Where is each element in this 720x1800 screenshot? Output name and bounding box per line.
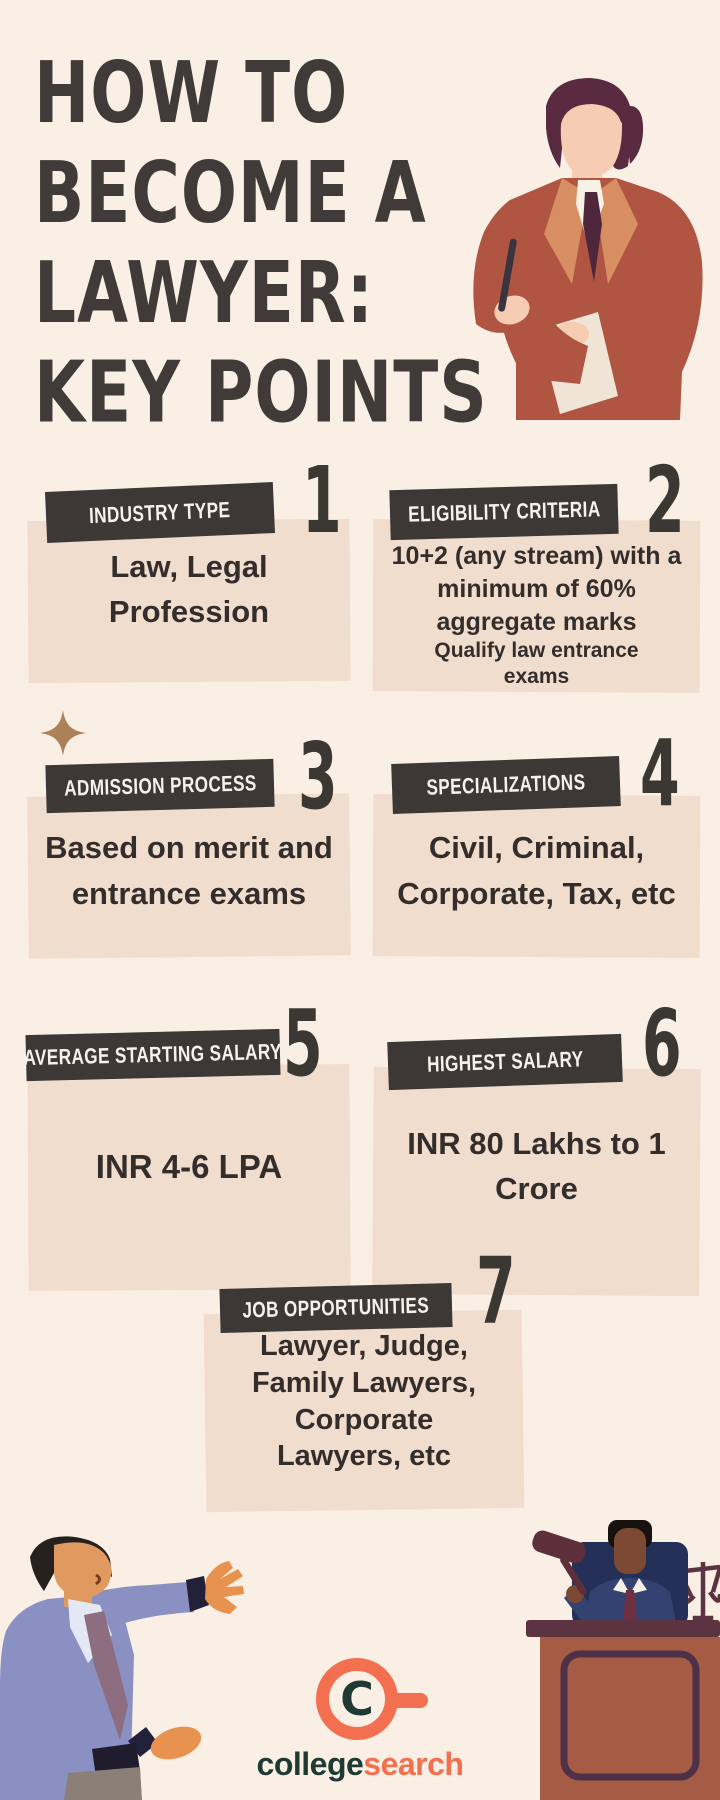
card-body: INR 4-6 LPA: [95, 1148, 283, 1185]
card-body-secondary: Qualify law entrance exams: [434, 639, 639, 689]
card-body: Law, Legal Profession: [108, 549, 270, 629]
card-number: 7: [476, 1238, 516, 1345]
card-body: Based on merit and entrance exams: [45, 830, 333, 911]
card-header-label: INDUSTRY TYPE: [88, 496, 232, 528]
card-number: 5: [283, 990, 323, 1097]
presenter-man: [473, 78, 702, 420]
title-line-3: LAWYER:: [34, 243, 375, 343]
card-number: 6: [642, 990, 682, 1097]
card-header: [45, 759, 274, 813]
card-header: [219, 1283, 452, 1333]
card-header: [45, 482, 275, 543]
card-header: [23, 1029, 283, 1081]
card-body: Lawyer, Judge, Family Lawyers, Corporate Lawyers, etc: [251, 1330, 477, 1473]
bench-top: [526, 1620, 720, 1637]
card-number: 4: [640, 720, 680, 827]
card-number: 2: [645, 447, 685, 554]
logo-letter: C: [340, 1672, 374, 1726]
card-header: [389, 484, 618, 540]
card-body: INR 80 Lakhs to 1 Crore: [407, 1126, 666, 1206]
card-header: [387, 1034, 623, 1090]
open-hand: [205, 1561, 244, 1614]
card-header-label: SPECIALIZATIONS: [426, 769, 586, 800]
magnifier-handle: [395, 1693, 428, 1708]
card-body: 10+2 (any stream) with a minimum of 60% aggregate marks: [391, 542, 682, 636]
magnifier-icon: [316, 1658, 398, 1740]
card-header-label: ELIGIBILITY CRITERIA: [407, 496, 601, 527]
logo-wordmark: [0, 1746, 720, 1783]
face: [561, 104, 622, 177]
card-number: 3: [298, 723, 338, 830]
title-line-2: BECOME A: [34, 143, 427, 243]
presenter-illustration: [420, 72, 720, 420]
title-line-1: HOW TO: [34, 44, 349, 143]
card-header-label: ADMISSION PROCESS: [63, 770, 257, 801]
face: [614, 1528, 646, 1574]
card-header: [391, 756, 621, 814]
card-header-label: AVERAGE STARTING SALARY: [23, 1038, 283, 1071]
card-body: Civil, Criminal, Corporate, Tax, etc: [397, 830, 676, 911]
sparkle-icon: [40, 710, 86, 756]
card-header-label: HIGHEST SALARY: [426, 1046, 584, 1077]
card-number: 1: [302, 447, 342, 554]
logo-text-search: search: [363, 1746, 464, 1782]
card-header-label: JOB OPPORTUNITIES: [242, 1292, 430, 1323]
logo-text-college: college: [256, 1746, 364, 1782]
gavel-icon: [530, 1528, 588, 1566]
title-line-4: KEY POINTS: [34, 343, 488, 443]
